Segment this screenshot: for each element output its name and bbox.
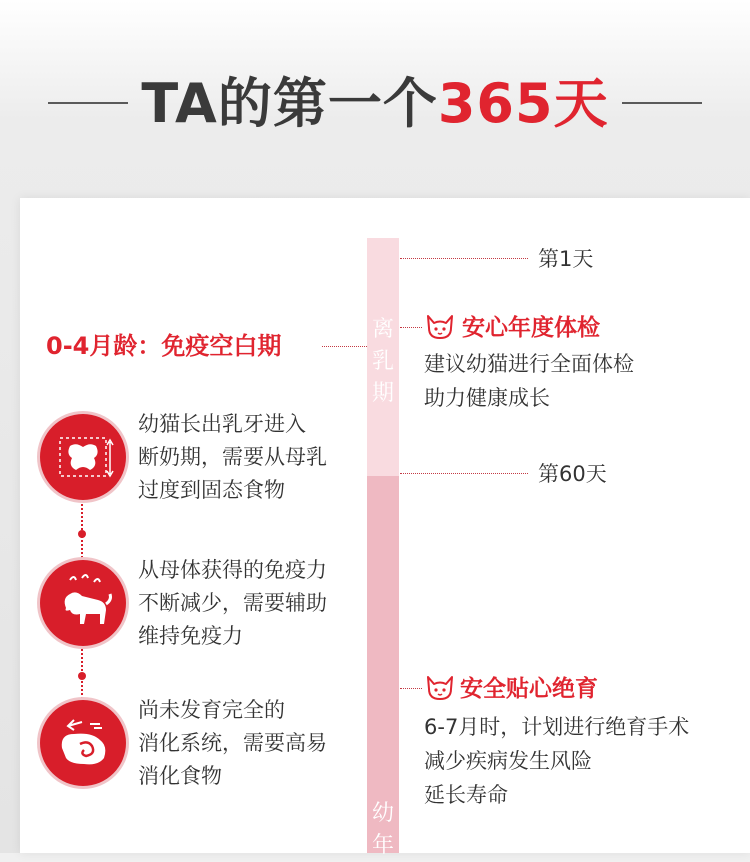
digestion-icon: [40, 700, 126, 786]
section-title-connector: [322, 346, 367, 347]
teeth-icon: [40, 414, 126, 500]
item2-text: 从母体获得的免疫力 不断减少，需要辅助 维持免疫力: [138, 558, 327, 648]
event2-connector: [400, 688, 422, 689]
day1-label: 第1天: [538, 247, 594, 271]
stage-label-weaning: 离 乳 期: [371, 317, 394, 406]
item1-text: 幼猫长出乳牙进入 断奶期，需要从母乳 过度到固态食物: [138, 412, 327, 502]
connector-dot: [78, 672, 86, 680]
event2-title: 安全贴心绝育: [460, 676, 598, 702]
kitten-icon: [40, 560, 126, 646]
connector-dot: [78, 530, 86, 538]
day60-label: 第60天: [538, 462, 607, 486]
day60-connector: [400, 473, 528, 474]
cat-face-icon: [424, 312, 456, 342]
cat-face-icon: [424, 673, 456, 703]
timeline-bar-juvenile: [367, 476, 399, 853]
event1-text: 建议幼猫进行全面体检 助力健康成长: [424, 352, 634, 410]
event1-connector: [400, 327, 422, 328]
title-accent: 365天: [437, 72, 609, 135]
title-divider-right: [622, 102, 702, 104]
page-title: [0, 72, 750, 136]
title-prefix: TA的第一个: [141, 72, 438, 135]
event1-title: 安心年度体检: [462, 315, 600, 341]
day1-connector: [400, 258, 528, 259]
section-title: 0-4月龄：免疫空白期: [46, 332, 282, 360]
item3-text: 尚未发育完全的 消化系统，需要高易 消化食物: [138, 698, 327, 788]
event2-text: 6-7月时，计划进行绝育手术 减少疾病发生风险 延长寿命: [424, 715, 690, 807]
stage-label-juvenile: 幼 年: [371, 801, 394, 858]
